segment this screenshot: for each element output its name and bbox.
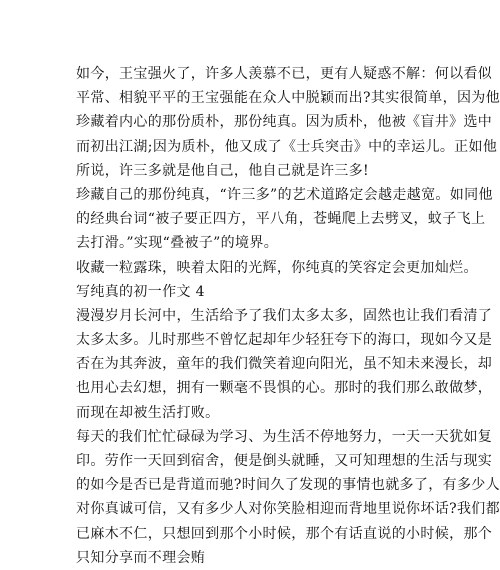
text-line: 所说，许三多就是他自己，他自己就是许三多! xyxy=(76,162,369,179)
document-body xyxy=(76,62,500,570)
text-line: 如今，王宝强火了，许多人羡慕不已，更有人疑惑不解：何以看似 xyxy=(76,66,493,82)
text-line: 而初出江湖;因为质朴，他又成了《士兵突击》中的幸运儿。正如他 xyxy=(76,138,498,155)
text-line: 而现在却被生活打败。 xyxy=(76,404,220,421)
section-heading: 写纯真的初一作文 4 xyxy=(76,283,205,300)
text-line: 太多太多。儿时那些不曾忆起却年少轻狂夸下的海口，现如今又是 xyxy=(76,332,493,349)
text-line: 去打滑。”实现“叠被子”的境界。 xyxy=(76,235,279,252)
text-line: 的如今是否已是背道而驰?时间久了发现的事情也就多了，有多少人 xyxy=(76,477,500,494)
text-line: 平常、相貌平平的王宝强能在众人中脱颖而出?其实很简单，因为他 xyxy=(76,90,500,107)
text-line: 的经典台词“被子要正四方，平八角，苍蝇爬上去劈叉，蚊子飞上 xyxy=(76,211,486,228)
text-line: 每天的我们忙忙碌碌为学习、为生活不停地努力，一天一天犹如复 xyxy=(76,428,493,445)
text-line: 对你真诚可信，又有多少人对你笑脸相迎而背地里说你坏话?我们都 xyxy=(76,501,500,518)
text-line: 珍藏着内心的那份质朴，那份纯真。因为质朴，他被《盲井》选中 xyxy=(76,114,493,131)
text-line: 漫漫岁月长河中，生活给予了我们太多太多，固然也让我们看清了 xyxy=(76,307,493,324)
text-line: 只知分享而不理会贿 xyxy=(76,549,206,566)
text-line: 否在为其奔波，童年的我们微笑着迎向阳光，虽不知未来漫长，却 xyxy=(76,356,493,373)
text-line: 印。劳作一天回到宿舍，便是倒头就睡，又可知理想的生活与现实 xyxy=(76,453,493,469)
text-line: 珍藏自己的那份纯真，“许三多”的艺术道路定会越走越宽。如同他 xyxy=(76,186,493,203)
text-line: 也用心去幻想，拥有一颗毫不畏惧的心。那时的我们那么敢做梦， xyxy=(76,380,493,397)
text-line: 已麻木不仁，只想回到那个小时候，那个有话直说的小时候，那个 xyxy=(76,525,493,542)
text-line: 收藏一粒露珠，映着太阳的光辉，你纯真的笑容定会更加灿烂。 xyxy=(76,259,478,276)
